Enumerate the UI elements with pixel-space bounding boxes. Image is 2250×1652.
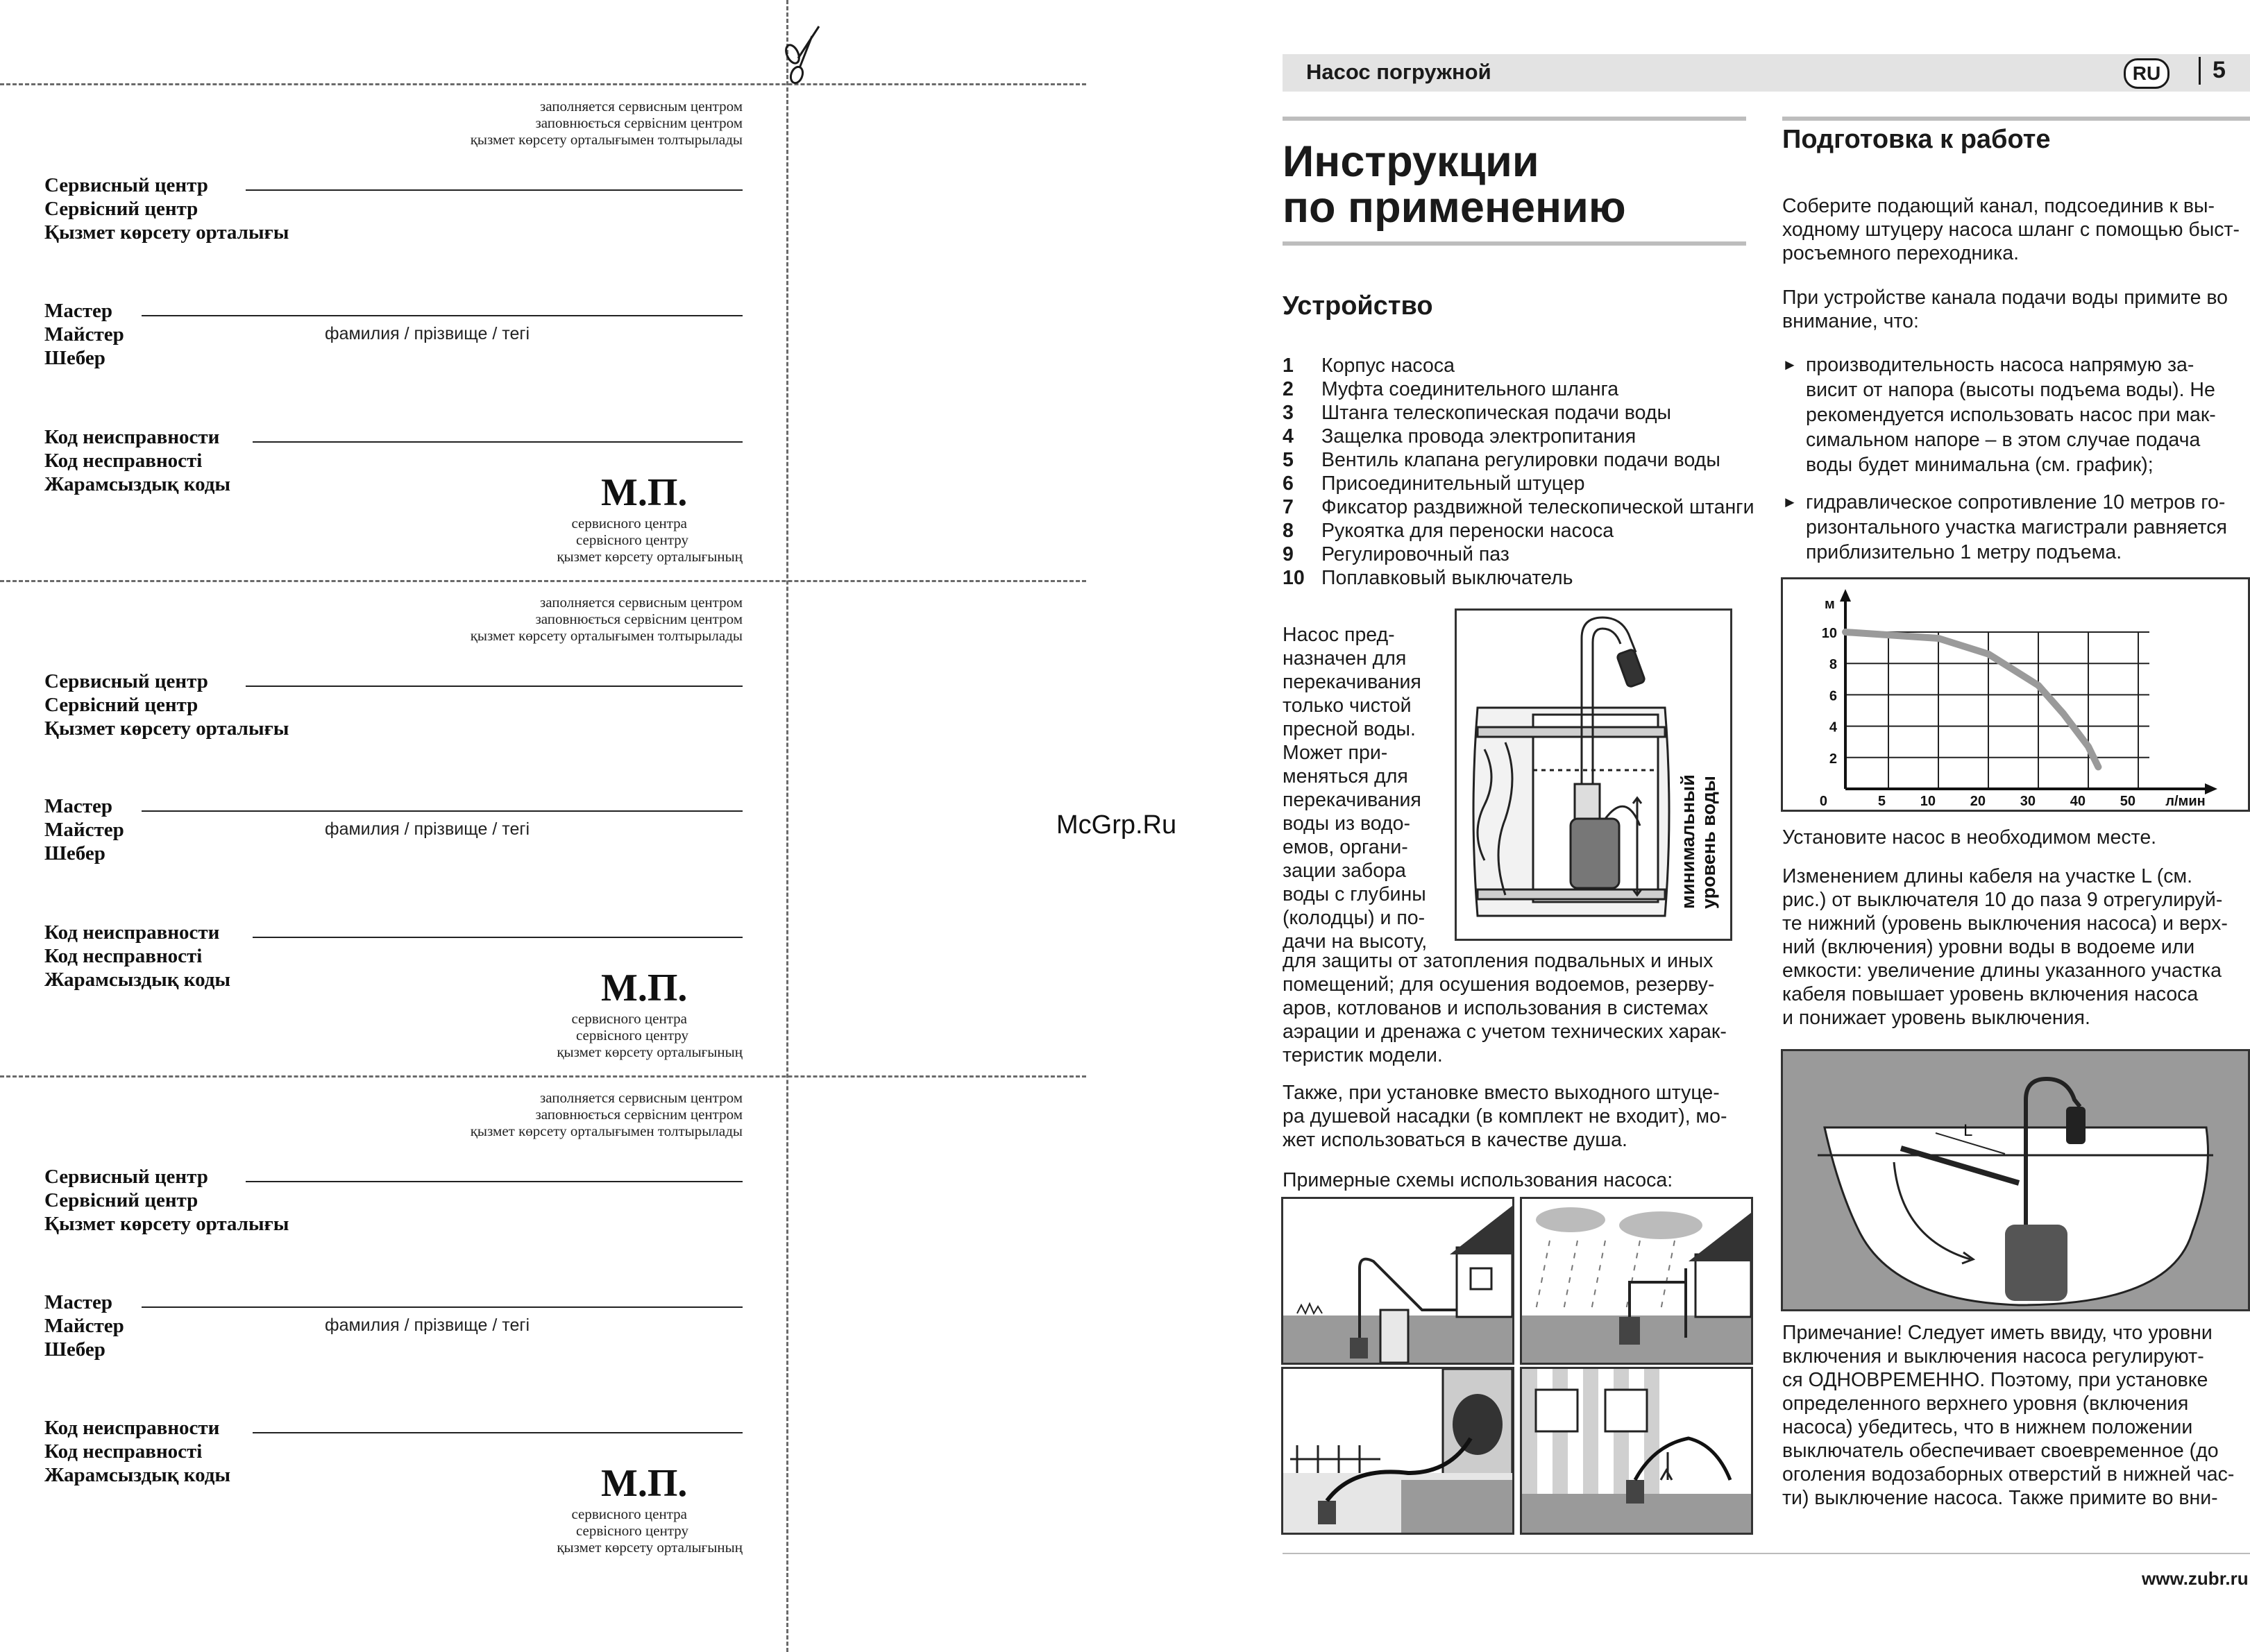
scissors-icon — [783, 22, 831, 85]
part-label: Штанга телескопическая подачи воды — [1321, 402, 1671, 424]
page-header — [1283, 54, 2250, 92]
parts-list-item — [1283, 377, 1754, 401]
footer-rule — [1283, 1553, 2250, 1554]
y-axis-label: м — [1825, 597, 1835, 612]
bullet-list — [1782, 352, 2250, 577]
scheme-rain-figure — [1520, 1197, 1753, 1365]
stamp-label: М.П. — [601, 471, 688, 514]
part-number: 1 — [1283, 355, 1294, 377]
section-rule — [1782, 117, 2250, 121]
part-label: Регулировочный паз — [1321, 543, 1509, 565]
x-tick-label: 10 — [1920, 794, 1936, 809]
surname-hint: фамилия / прізвище / тегі — [325, 324, 530, 343]
x-tick-label: 20 — [1970, 794, 1986, 809]
text-line: ходному штуцеру насоса шланг с помощью быст- — [1782, 219, 2240, 241]
coupon-note: заполняется сервисным центром заповнюється сервісним центром қызмет көрсету орталығымен толтырылады — [470, 1089, 743, 1139]
text-line: воды будет минимальна (см. график); — [1806, 454, 2154, 476]
part-label: Вентиль клапана регулировки подачи воды — [1321, 449, 1720, 471]
cut-line-horizontal — [0, 580, 1086, 582]
coupon-note: заполняется сервисным центром заповнюється сервісним центром қызмет көрсету орталығымен толтырылады — [470, 594, 743, 644]
scheme-garden-figure — [1520, 1367, 1753, 1535]
text-line: Насос пред- — [1283, 624, 1395, 646]
text-line: меняться для — [1283, 765, 1408, 787]
text-line: выключатель обеспечивает своевременное (до — [1782, 1440, 2219, 1462]
text-line: определенного верхнего уровня (включения — [1782, 1393, 2189, 1415]
coupon-note: заполняется сервисным центром заповнюється сервісним центром қызмет көрсету орталығымен толтырылады — [470, 98, 743, 148]
text-line: емкости: увеличение длины указанного участка — [1782, 960, 2222, 982]
part-label: Фиксатор раздвижной телескопической штанги — [1321, 496, 1754, 518]
text-line: симальном напоре – в этом случае подача — [1806, 429, 2201, 451]
y-tick-label: 8 — [1829, 657, 1837, 673]
text-line: теристик модели. — [1283, 1044, 1443, 1066]
master-label: Мастер Майстер Шебер — [44, 795, 124, 865]
language-badge: RU — [2124, 58, 2169, 89]
text-line: Соберите подающий канал, подсоединив к вы- — [1782, 195, 2215, 217]
service-center-field[interactable] — [246, 189, 743, 191]
x-axis-arrow — [2205, 783, 2217, 794]
text-line: висит от напора (высоты подъема воды). Не — [1806, 379, 2215, 401]
x-tick-label: 40 — [2070, 794, 2086, 809]
text-line: помещений; для осушения водоемов, резерву- — [1283, 973, 1715, 996]
service-center-label: Сервисный центр Сервісний центр Қызмет көрсету орталығы — [44, 670, 289, 740]
master-field[interactable] — [142, 810, 743, 812]
parts-list-item — [1283, 401, 1754, 425]
barrel-figure — [1455, 608, 1732, 941]
master-label: Мастер Майстер Шебер — [44, 300, 124, 369]
header-divider — [2199, 57, 2201, 85]
part-number: 9 — [1283, 543, 1294, 565]
master-field[interactable] — [142, 1306, 743, 1308]
master-field[interactable] — [142, 315, 743, 316]
part-label: Корпус насоса — [1321, 355, 1455, 377]
x-tick-label: 0 — [1819, 794, 1827, 809]
surname-hint: фамилия / прізвище / тегі — [325, 1315, 530, 1335]
text-line: росъемного переходника. — [1782, 242, 2019, 264]
device-heading: Устройство — [1283, 291, 1433, 321]
text-line: Также, при установке вместо выходного штуце- — [1283, 1082, 1720, 1104]
service-center-label: Сервисный центр Сервісний центр Қызмет көрсету орталығы — [44, 174, 289, 244]
text-line: Примечание! Следует иметь ввиду, что уровни — [1782, 1322, 2213, 1344]
text-line: перекачивания — [1283, 671, 1421, 693]
page-title: Инструкции по применению — [1283, 137, 1626, 232]
text-line: воды с глубины — [1283, 883, 1426, 905]
text-line: оголения водозаборных отверстий в нижней час- — [1782, 1463, 2235, 1485]
text-line: пресной воды. — [1283, 718, 1416, 740]
text-line: включения и выключения насоса регулируют- — [1782, 1345, 2204, 1368]
y-axis-arrow — [1840, 589, 1851, 602]
text-line: дачи на высоту, — [1283, 930, 1428, 953]
bullet-item — [1782, 490, 2250, 565]
text-line: ся ОДНОВРЕМЕННО. Поэтому, при установке — [1782, 1369, 2208, 1391]
text-line: те нижний (уровень выключения насоса) и верх- — [1782, 912, 2228, 935]
text-line: для защиты от затопления подвальных и иных — [1283, 950, 1714, 972]
parts-list-item — [1283, 448, 1754, 472]
text-line: Изменением длины кабеля на участке L (см. — [1782, 865, 2193, 887]
text-line: ти) выключение насоса. Также примите во вни- — [1782, 1487, 2218, 1509]
defect-code-label: Код неисправности Код несправності Жарамсыздық коды — [44, 426, 231, 495]
scheme-basement-figure — [1281, 1367, 1514, 1535]
x-tick-label: 50 — [2120, 794, 2135, 809]
page-number: 5 — [2213, 57, 2226, 83]
parts-list-item — [1283, 543, 1754, 566]
text-line: приблизительно 1 метру подъема. — [1806, 541, 2122, 563]
text-line: насоса) убедитесь, что в нижнем положении — [1782, 1416, 2193, 1438]
scheme-well-figure — [1281, 1197, 1514, 1365]
shower-text — [1283, 1081, 1727, 1152]
preparation-heading: Подготовка к работе — [1782, 125, 2051, 154]
part-number: 10 — [1283, 567, 1305, 589]
x-tick-label: 5 — [1877, 794, 1886, 809]
watermark: McGrp.Ru — [1056, 810, 1177, 840]
arrow-bullet-icon: ► — [1782, 493, 1798, 511]
parts-list-item — [1283, 425, 1754, 448]
para-consider — [1782, 286, 2228, 333]
defect-code-label: Код неисправности Код несправності Жарамсыздық коды — [44, 921, 231, 991]
service-center-field[interactable] — [246, 686, 743, 687]
barrel-label-line2: уровень воды — [1698, 776, 1719, 909]
text-line: (колодцы) и по- — [1283, 907, 1426, 929]
text-line: ризонтального участка магистрали равняется — [1806, 516, 2227, 538]
purpose-text-wide — [1283, 949, 1727, 1067]
part-label: Поплавковый выключатель — [1321, 567, 1573, 589]
part-number: 8 — [1283, 520, 1294, 542]
para-assemble — [1782, 194, 2240, 265]
text-line: аэрации и дренажа с учетом технических харак- — [1283, 1021, 1727, 1043]
text-line: При устройстве канала подачи воды примите во — [1782, 287, 2228, 309]
series-line — [1845, 632, 2098, 767]
parts-list — [1283, 354, 1754, 590]
parts-list-item — [1283, 566, 1754, 590]
barrel-label-line1: минимальный — [1677, 774, 1698, 909]
text-line: рекомендуется использовать насос при мак- — [1806, 404, 2216, 426]
footer-url[interactable]: www.zubr.ru — [2142, 1568, 2249, 1589]
defect-code-label: Код неисправности Код несправності Жарамсыздық коды — [44, 1417, 231, 1486]
service-center-label: Сервисный центр Сервісний центр Қызмет көрсету орталығы — [44, 1166, 289, 1235]
fig-label-L: L — [1963, 1121, 1973, 1140]
pond-figure — [1781, 1049, 2250, 1311]
defect-code-field[interactable] — [253, 1432, 743, 1433]
text-line: воды из водо- — [1283, 812, 1410, 835]
text-line: перекачивания — [1283, 789, 1421, 811]
schemes-caption: Примерные схемы использования насоса: — [1283, 1169, 1673, 1191]
text-line: только чистой — [1283, 695, 1412, 717]
text-line: внимание, что: — [1782, 310, 1919, 332]
part-number: 3 — [1283, 402, 1294, 424]
text-line: производительность насоса напрямую за- — [1806, 354, 2194, 376]
text-line: назначен для — [1283, 647, 1407, 670]
title-rule-top — [1283, 117, 1746, 121]
text-line: жет использоваться в качестве душа. — [1283, 1129, 1627, 1151]
stamp-label: М.П. — [601, 1462, 688, 1505]
x-tick-label: 30 — [2020, 794, 2036, 809]
note-text — [1782, 1321, 2234, 1510]
defect-code-field[interactable] — [253, 441, 743, 443]
part-label: Присоединительный штуцер — [1321, 472, 1585, 495]
stamp-label: М.П. — [601, 966, 688, 1010]
performance-chart — [1781, 577, 2250, 812]
parts-list-item — [1283, 495, 1754, 519]
y-tick-label: 4 — [1829, 719, 1837, 735]
cut-line-vertical — [786, 0, 788, 1652]
text-line: ний (включения) уровни воды в водоеме или — [1782, 936, 2195, 958]
arrow-bullet-icon: ► — [1782, 356, 1798, 373]
y-tick-label: 6 — [1829, 688, 1837, 704]
text-line: и понижает уровень выключения. — [1782, 1007, 2090, 1029]
part-label: Защелка провода электропитания — [1321, 425, 1636, 448]
surname-hint: фамилия / прізвище / тегі — [325, 819, 530, 839]
text-line: Может при- — [1283, 742, 1388, 764]
parts-list-item — [1283, 519, 1754, 543]
stamp-note: сервисного центра сервісного центру қызмет көрсету орталығының — [557, 515, 743, 565]
stamp-note: сервисного центра сервісного центру қызмет көрсету орталығының — [557, 1506, 743, 1556]
x-axis-label: л/мин — [2165, 794, 2206, 809]
part-number: 4 — [1283, 425, 1294, 448]
text-line: зации забора — [1283, 860, 1406, 882]
stamp-note: сервисного центра сервісного центру қызмет көрсету орталығының — [557, 1010, 743, 1060]
text-line: гидравлическое сопротивление 10 метров го- — [1806, 491, 2226, 513]
chart-plot — [1783, 579, 2248, 810]
header-title: Насос погружной — [1306, 60, 1491, 84]
master-label: Мастер Майстер Шебер — [44, 1291, 124, 1361]
title-rule-bottom — [1283, 241, 1746, 246]
service-center-field[interactable] — [246, 1181, 743, 1182]
text-line: кабеля повышает уровень включения насоса — [1782, 983, 2199, 1005]
part-label: Муфта соединительного шланга — [1321, 378, 1619, 400]
cut-line-horizontal — [0, 1075, 1086, 1078]
text-line: аров, котлованов и использования в системах — [1283, 997, 1709, 1019]
cable-text — [1782, 865, 2228, 1030]
y-tick-label: 10 — [1821, 626, 1837, 641]
part-number: 5 — [1283, 449, 1294, 471]
y-tick-label: 2 — [1829, 751, 1837, 767]
cut-line-horizontal — [0, 83, 1086, 85]
part-number: 7 — [1283, 496, 1294, 518]
install-text: Установите насос в необходимом месте. — [1782, 826, 2157, 849]
text-line: ра душевой насадки (в комплект не входит), мо- — [1283, 1105, 1727, 1127]
text-line: рис.) от выключателя 10 до паза 9 отрегулируй- — [1782, 889, 2223, 911]
defect-code-field[interactable] — [253, 937, 743, 938]
parts-list-item — [1283, 354, 1754, 377]
bullet-item — [1782, 352, 2250, 477]
parts-list-item — [1283, 472, 1754, 495]
purpose-text-narrow — [1283, 623, 1427, 953]
part-number: 2 — [1283, 378, 1294, 400]
part-label: Рукоятка для переноски насоса — [1321, 520, 1614, 542]
text-line: емов, органи- — [1283, 836, 1408, 858]
part-number: 6 — [1283, 472, 1294, 495]
